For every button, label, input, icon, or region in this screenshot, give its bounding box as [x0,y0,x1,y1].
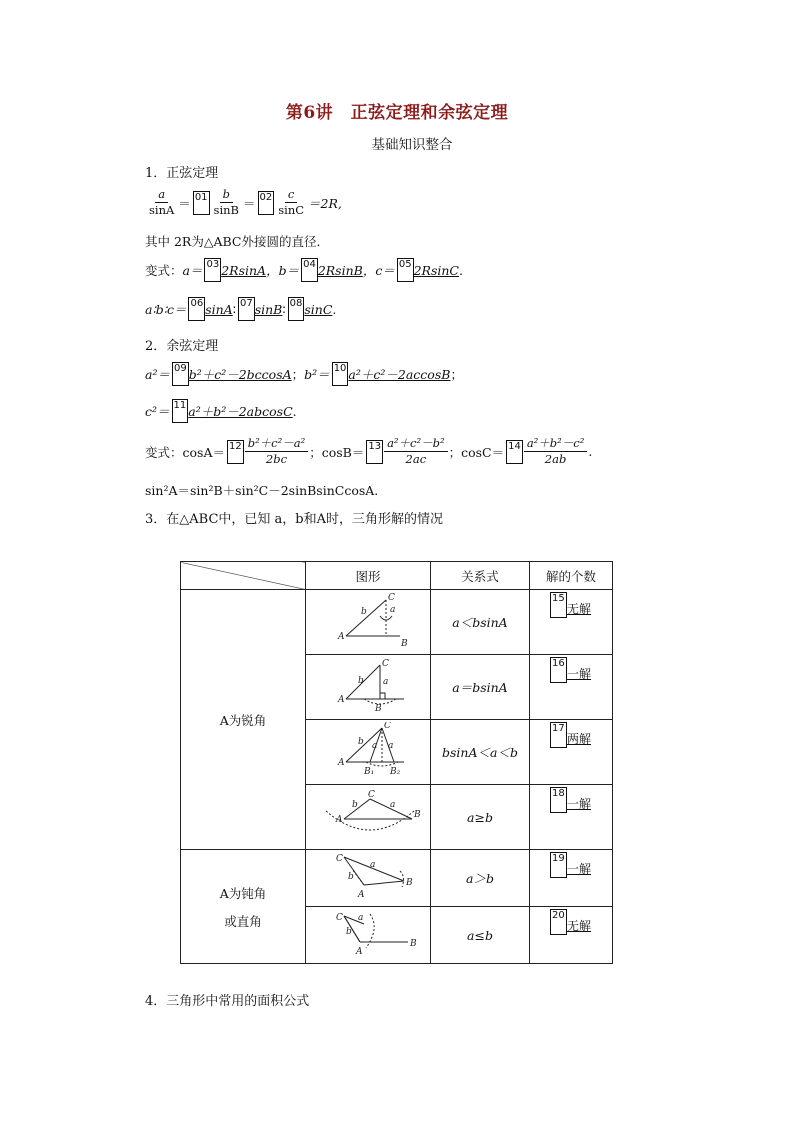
count-cell [530,907,613,964]
answer-09: b²＋c²－2bccosA [188,367,292,382]
answer-box-19: 19 [550,852,567,878]
svg-text:B₁: B₁ [364,766,375,777]
svg-text:a: a [372,740,378,751]
sine-law-variant: 变式： a＝ 03 2RsinA ，b＝ 04 2RsinB ，c＝ 05 2RsinC . [145,258,463,282]
answer-box-17: 17 [550,722,567,748]
answer-04: 2RsinB [317,262,363,278]
answer-13: $\frac{\text{a²＋c²－b²}}{2ac}$ [384,437,448,466]
answer-box-05: 05 [397,258,414,282]
section-4-heading: 4．三角形中常用的面积公式 [145,994,310,1009]
header-count: 解的个数 [530,562,613,590]
sine-ratio: a∶b∶c＝ 06 sinA ∶ 07 sinB ∶ 08 sinC . [145,297,336,321]
relation-20: a≤b [431,907,530,964]
figure-cell [306,590,431,655]
svg-text:A: A [338,694,345,705]
svg-text:b: b [358,736,364,747]
svg-text:B: B [406,877,413,888]
group-obtuse-line2: 或直角 [224,913,262,929]
answer-box-10: 10 [332,362,349,386]
section-2-heading: 2．余弦定理 [145,339,219,354]
sine-law-note: 其中 2R为△ABC外接圆的直径． [145,234,329,249]
triangle-figure-no-solution [308,592,428,650]
answer-06: sinA [205,301,233,317]
count-cell [530,850,613,907]
section-3-heading: 3．在△ABC中，已知 a，b和A时，三角形解的情况 [145,512,443,527]
svg-text:A: A [356,946,363,957]
svg-text:a: a [390,604,396,615]
answer-box-18: 18 [550,787,567,813]
fraction-b-sinB: $\frac{b}{\sin B}$ [213,187,239,218]
svg-text:b: b [348,871,354,882]
answer-20: 无解 [567,919,592,933]
sin-squared-identity: sin²A＝sin²B＋sin²C－2sinBsinCcosA. [145,483,379,498]
header-relation: 关系式 [431,562,530,590]
answer-box-09: 09 [172,362,189,386]
svg-text:A: A [338,757,345,768]
svg-text:B: B [375,703,382,714]
svg-text:a: a [383,676,389,687]
answer-18: 一解 [567,797,592,811]
svg-text:a: a [370,859,376,870]
triangle-figure-two-solutions [308,722,428,780]
cosine-law-ab: a²＝ 09 b²＋c²－2bccosA ； b²＝ 10 a²＋c²－2accosB ； [145,362,463,386]
svg-text:A: A [338,631,345,642]
answer-19: 一解 [567,862,592,876]
count-cell [530,590,613,655]
fraction-a-sinA: $\frac{a}{\sin A}$ [149,187,175,218]
relation-19: a＞b [431,850,530,907]
answer-box-11: 11 [172,399,189,423]
triangle-figure-obtuse-one [308,851,428,903]
answer-box-07: 07 [238,297,255,321]
solution-cases-table [180,561,613,964]
cosine-law-c: c²＝ 11 a²＋b²－2abcosC . [145,399,297,423]
svg-text:a: a [388,740,394,751]
answer-08: sinC [304,301,333,317]
svg-text:A: A [336,814,343,825]
answer-15: 无解 [567,602,592,616]
answer-10: a²＋c²－2accosB [348,367,451,382]
diagonal-header-cell [181,562,306,590]
answer-11: a²＋b²－2abcosC [188,404,293,419]
relation-16: a＝bsinA [431,655,530,720]
answer-box-15: 15 [550,592,567,618]
answer-box-02: 02 [258,191,275,215]
svg-text:a: a [390,799,396,810]
answer-05: 2RsinC [413,262,459,278]
figure-cell [306,655,431,720]
svg-text:C: C [336,912,343,923]
count-cell [530,655,613,720]
triangle-figure-obtuse-none [308,908,428,960]
svg-text:C: C [368,789,375,800]
answer-box-04: 04 [301,258,318,282]
relation-15: a＜bsinA [431,590,530,655]
section-1-heading: 1．正弦定理 [145,166,219,181]
cosine-variant: 变式：cosA＝ 12 $\frac{\text{b²＋c²－a²}}{2bc}$ ；cosB＝ 13 $\frac{\text{a²＋c²－b²}}{2ac}$ ；cosC＝ 14 $\frac{\text{a²＋b²－c²}}{2ab}$ . [145,436,593,467]
answer-14: $\frac{\text{a²＋b²－c²}}{2ab}$ [524,437,588,466]
svg-text:B₂: B₂ [390,766,401,777]
count-cell [530,720,613,785]
answer-box-13: 13 [366,440,383,464]
page-subtitle: 基础知识整合 [371,137,453,153]
answer-12: $\frac{\text{b²＋c²－a²}}{2bc}$ [245,437,309,466]
svg-text:b: b [352,799,358,810]
figure-cell [306,785,431,850]
group-acute: A为锐角 [181,590,306,850]
answer-box-12: 12 [227,440,244,464]
answer-box-14: 14 [506,440,523,464]
svg-text:B: B [401,638,408,649]
answer-box-16: 16 [550,657,567,683]
fraction-c-sinC: $\frac{c}{\sin C}$ [278,187,305,218]
svg-text:C: C [388,592,395,603]
svg-text:B: B [410,938,417,949]
figure-cell [306,720,431,785]
svg-text:b: b [346,926,352,937]
answer-07: sinB [254,301,283,317]
answer-17: 两解 [567,732,592,746]
triangle-figure-a-ge-b [308,787,428,845]
svg-text:b: b [358,675,364,686]
relation-17: bsinA＜a＜b [431,720,530,785]
answer-box-08: 08 [288,297,305,321]
page-title: 第6讲 正弦定理和余弦定理 [285,103,509,123]
answer-03: 2RsinA [221,262,267,278]
answer-box-01: 01 [193,191,210,215]
sine-law-formula: $\frac{a}{\sin A}$ ＝ 01 $\frac{b}{\sin B}$ ＝ 02 $\frac{c}{\sin C}$ ＝2R, [145,188,342,217]
answer-box-06: 06 [188,297,205,321]
count-cell [530,785,613,850]
relation-18: a≥b [431,785,530,850]
triangle-figure-right [308,657,428,715]
svg-text:B: B [414,809,421,820]
svg-text:b: b [361,606,367,617]
svg-text:C: C [382,658,389,669]
svg-text:C: C [336,853,343,864]
svg-text:C: C [384,721,391,731]
figure-cell [306,850,431,907]
header-figure: 图形 [306,562,431,590]
answer-box-20: 20 [550,909,567,935]
figure-cell [306,907,431,964]
group-obtuse-line1: A为钝角 [219,885,267,901]
svg-text:A: A [358,889,365,900]
svg-text:a: a [358,912,364,923]
answer-box-03: 03 [204,258,221,282]
group-obtuse [181,850,306,964]
answer-16: 一解 [567,667,592,681]
